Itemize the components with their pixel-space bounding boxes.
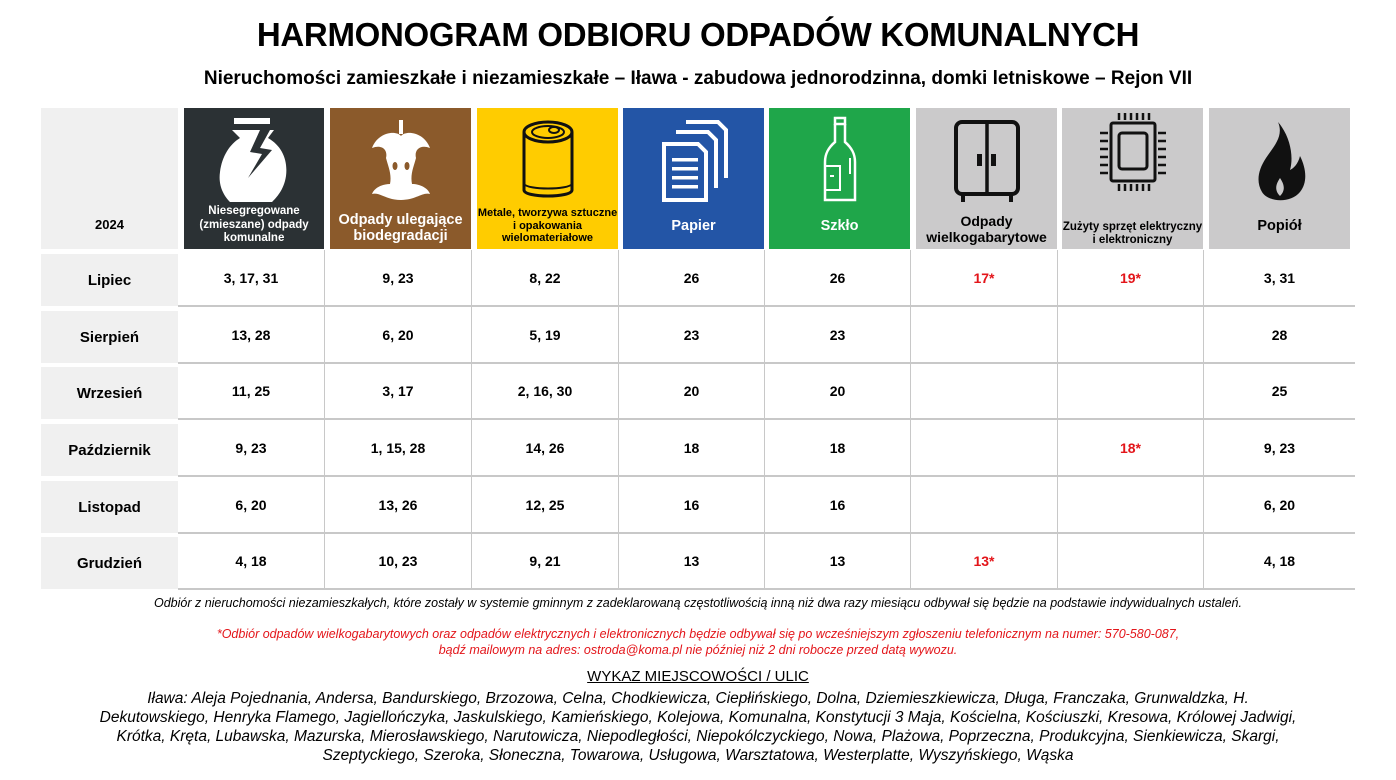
apple-core-icon xyxy=(330,114,471,208)
schedule-cell: 3, 17, 31 xyxy=(178,250,324,307)
bulky-waste-note xyxy=(0,626,1396,658)
bottle-icon xyxy=(769,114,910,208)
column-header-bulky xyxy=(916,108,1057,249)
streets-title xyxy=(0,668,1396,685)
bulky-note-line: *Odbiór odpadów wielkogabarytowych oraz odpadów elektrycznych i elektronicznych będzie odbywał się po wcześniejszym zgłoszeniu telefonicznym na numer: 570-580-087, xyxy=(216,627,1180,641)
schedule-cell: 16 xyxy=(764,477,910,534)
column-header-paper xyxy=(623,108,764,249)
year-label: 2024 xyxy=(95,217,124,233)
streets-line: Dekutowskiego, Henryka Flamego, Jagiellończyka, Jaskulskiego, Kamieńskiego, Kolejowa, Komunalna, Konstytucji 3 Maja, Kościelna, Kościuszki, Kresowa, Królowej Jadwigi, xyxy=(99,709,1297,726)
streets-title-text: WYKAZ MIEJSCOWOŚCI / ULIC xyxy=(587,668,809,685)
streets-line: Krótka, Kręta, Lubawska, Mazurska, Mierosławskiego, Narutowicza, Niepodległości, Niepokólczyckiego, Nowa, Plażowa, Poprzeczna, Produkcyjna, Sienkiewicza, Skargi, xyxy=(116,728,1280,745)
schedule-cell: 9, 23 xyxy=(178,420,324,477)
year-header xyxy=(41,108,178,249)
schedule-cell: 4, 18 xyxy=(1203,533,1355,590)
bulky-note-line: bądź mailowym na adres: ostroda@koma.pl nie później niż 2 dni robocze przed datą wywozu. xyxy=(438,643,958,657)
nonresidential-note: Odbiór z nieruchomości niezamieszkałych, które zostały w systemie gminnym z zadeklarowaną częstotliwością inną niż dwa razy miesiącu odbywał się będzie na podstawie indywidualnych ustaleń. xyxy=(153,596,1242,610)
column-header-mixed xyxy=(184,108,324,249)
column-label: Odpady wielkogabarytowe xyxy=(926,212,1047,245)
month-label: Wrzesień xyxy=(41,367,178,419)
month-label: Październik xyxy=(41,424,178,476)
schedule-cell xyxy=(910,363,1057,420)
column-label: Niesegregowane (zmieszane) odpady komunalne xyxy=(199,205,309,244)
schedule-cell: 26 xyxy=(764,250,910,307)
schedule-cell xyxy=(910,420,1057,477)
schedule-cell: 18* xyxy=(1057,420,1203,477)
schedule-cell: 9, 23 xyxy=(324,250,471,307)
schedule-cell: 19* xyxy=(1057,250,1203,307)
schedule-cell: 8, 22 xyxy=(471,250,618,307)
page-subtitle: Nieruchomości zamieszkałe i niezamieszkałe – Iława - zabudowa jednorodzinna, domki letniskowe – Rejon VII xyxy=(203,68,1193,89)
schedule-cell: 2, 16, 30 xyxy=(471,363,618,420)
paper-documents-icon xyxy=(623,114,764,208)
schedule-cell: 25 xyxy=(1203,363,1355,420)
table-row xyxy=(41,481,1355,533)
column-header-plastics xyxy=(477,108,618,249)
column-label: Odpady ulegające biodegradacji xyxy=(338,211,463,245)
schedule-cell: 13, 26 xyxy=(324,477,471,534)
schedule-cell: 11, 25 xyxy=(178,363,324,420)
column-label: Popiół xyxy=(1257,218,1302,235)
schedule-cell xyxy=(1057,307,1203,364)
column-label: Szkło xyxy=(820,218,859,235)
schedule-cell: 6, 20 xyxy=(178,477,324,534)
schedule-cell: 5, 19 xyxy=(471,307,618,364)
schedule-cell: 17* xyxy=(910,250,1057,307)
column-label: Zużyty sprzęt elektryczny i elektroniczny xyxy=(1062,220,1203,246)
schedule-cell: 13 xyxy=(618,533,764,590)
schedule-cell: 13* xyxy=(910,533,1057,590)
schedule-cell: 20 xyxy=(764,363,910,420)
schedule-cell xyxy=(1057,533,1203,590)
column-label: Metale, tworzywa sztuczne i opakowania wielomateriałowe xyxy=(477,207,618,245)
schedule-cell: 23 xyxy=(764,307,910,364)
schedule-cell xyxy=(1057,363,1203,420)
schedule-cell: 3, 31 xyxy=(1203,250,1355,307)
table-row xyxy=(41,367,1355,419)
broken-jar-icon xyxy=(184,114,324,208)
schedule-cell: 14, 26 xyxy=(471,420,618,477)
schedule-cell xyxy=(910,477,1057,534)
schedule-cell: 13 xyxy=(764,533,910,590)
chip-icon xyxy=(1062,110,1203,194)
column-header-electronics xyxy=(1062,108,1203,249)
schedule-cell: 13, 28 xyxy=(178,307,324,364)
can-icon xyxy=(477,114,618,208)
schedule-cell: 9, 21 xyxy=(471,533,618,590)
month-label: Sierpień xyxy=(41,311,178,363)
schedule-cell: 16 xyxy=(618,477,764,534)
column-header-bio xyxy=(330,108,471,249)
schedule-cell: 6, 20 xyxy=(324,307,471,364)
month-label: Lipiec xyxy=(41,254,178,306)
schedule-cell: 3, 17 xyxy=(324,363,471,420)
column-label: Papier xyxy=(671,218,716,235)
schedule-cell: 18 xyxy=(618,420,764,477)
table-row xyxy=(41,311,1355,363)
schedule-cell: 23 xyxy=(618,307,764,364)
schedule-cell: 10, 23 xyxy=(324,533,471,590)
schedule-cell xyxy=(1057,477,1203,534)
table-row xyxy=(41,424,1355,476)
schedule-cell: 18 xyxy=(764,420,910,477)
streets-line: Iława: Aleja Pojednania, Andersa, Bandurskiego, Brzozowa, Celna, Chodkiewicza, Ciepłińskiego, Dolna, Dziemieszkiewicza, Długa, Franczaka, Grunwaldzka, H. xyxy=(147,690,1249,707)
column-header-ash xyxy=(1209,108,1350,249)
streets-list xyxy=(60,689,1336,765)
wardrobe-icon xyxy=(916,114,1057,208)
table-row xyxy=(41,254,1355,306)
table-header-row xyxy=(41,108,1355,249)
column-header-glass xyxy=(769,108,910,249)
schedule-cell: 9, 23 xyxy=(1203,420,1355,477)
schedule-cell: 12, 25 xyxy=(471,477,618,534)
schedule-cell: 20 xyxy=(618,363,764,420)
schedule-cell: 1, 15, 28 xyxy=(324,420,471,477)
schedule-cell: 6, 20 xyxy=(1203,477,1355,534)
schedule-cell xyxy=(910,307,1057,364)
schedule-cell: 28 xyxy=(1203,307,1355,364)
flame-icon xyxy=(1209,114,1350,208)
schedule-cell: 4, 18 xyxy=(178,533,324,590)
streets-line: Szeptyckiego, Szeroka, Słoneczna, Towarowa, Usługowa, Warsztatowa, Westerplatte, Wyszyńskiego, Wąska xyxy=(322,747,1074,764)
page-title: HARMONOGRAM ODBIORU ODPADÓW KOMUNALNYCH xyxy=(256,16,1140,53)
month-label: Listopad xyxy=(41,481,178,533)
month-label: Grudzień xyxy=(41,537,178,589)
schedule-cell: 26 xyxy=(618,250,764,307)
table-row xyxy=(41,537,1355,589)
